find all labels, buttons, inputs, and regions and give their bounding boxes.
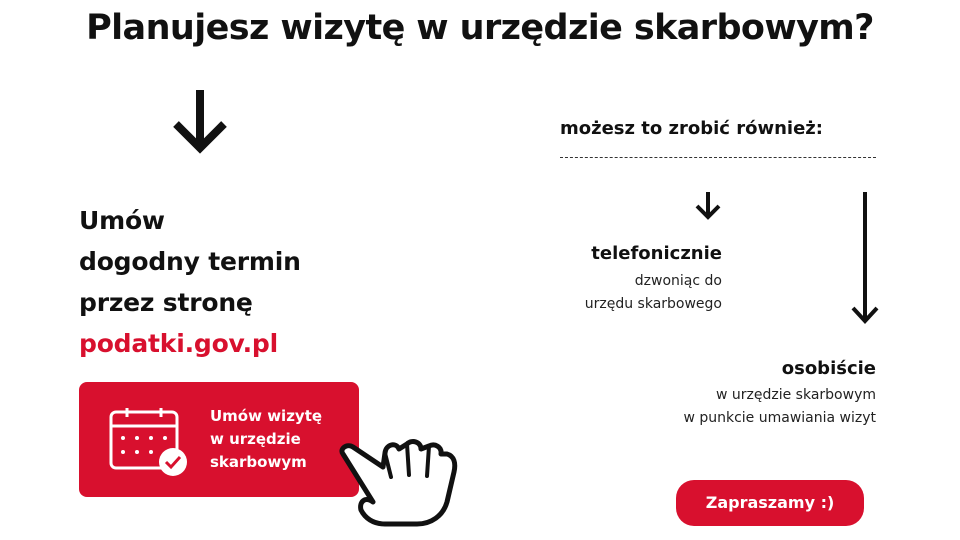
left-line-2: dogodny termin [79,247,301,276]
arrow-down-icon [170,88,230,156]
cta-line-3: skarbowym [210,453,307,471]
calendar-check-icon [109,408,189,478]
phone-option-description [500,270,722,316]
person-line-2: w punkcie umawiania wizyt [683,410,876,426]
book-visit-label [210,405,322,474]
page-title: Planujesz wizytę w urzędzie skarbowym? [86,8,874,48]
left-line-3: przez stronę [79,288,253,317]
alternatives-heading: możesz to zrobić również: [560,118,823,139]
in-person-option-title: osobiście [781,358,876,379]
cta-line-1: Umów wizytę [210,407,323,425]
phone-option-title: telefonicznie [591,243,722,264]
cta-line-2: w urzędzie [210,430,301,448]
arrow-down-icon [850,190,880,326]
in-person-option-description [600,384,876,430]
book-visit-button[interactable] [79,382,359,497]
podatki-link[interactable]: podatki.gov.pl [79,329,278,358]
phone-line-1: dzwoniąc do [634,273,722,289]
arrow-down-icon [694,190,722,222]
invite-button[interactable]: Zapraszamy :) [676,480,864,526]
person-line-1: w urzędzie skarbowym [716,387,876,403]
pointing-hand-icon [335,430,460,532]
left-instructions [79,200,301,364]
left-line-1: Umów [79,206,165,235]
phone-line-2: urzędu skarbowego [584,296,722,312]
dashed-divider [560,157,876,158]
